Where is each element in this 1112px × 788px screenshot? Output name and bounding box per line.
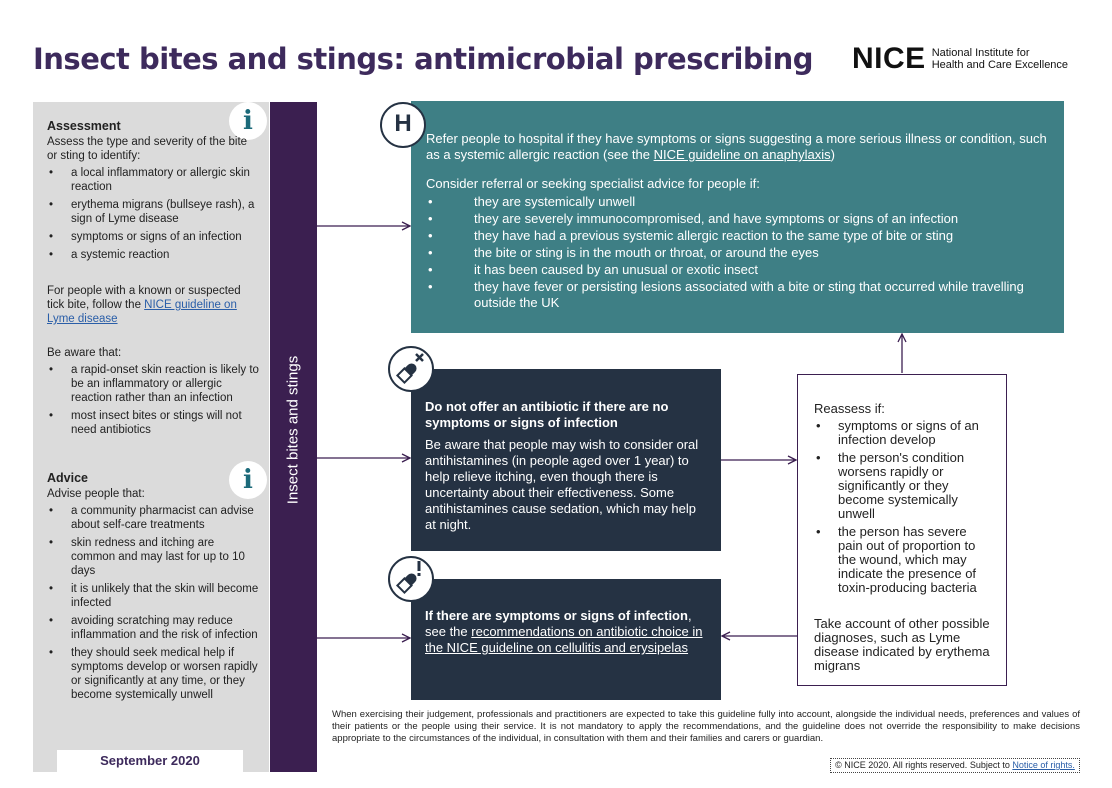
vertical-label: Insect bites and stings (284, 355, 302, 505)
nice-logo (852, 42, 1068, 76)
anaphylaxis-guideline-link[interactable]: NICE guideline on anaphylaxis (653, 147, 831, 162)
tick-bite-text: For people with a known or suspected tick bite, follow the (47, 285, 241, 311)
infection-box (411, 579, 721, 700)
reassess-intro: Reassess if: (814, 401, 885, 416)
info-icon: i (229, 461, 267, 499)
refer-end: ) (830, 147, 836, 162)
disclaimer-text: When exercising their judgement, professionals and practitioners are expected to take this guideline fully into account, alongside the individual needs, preferences and values of their patients or the people using their service. It is not mandatory to apply the recommendations, and the guideline does not override the responsibility to make decisions appropriate to the circumstances of the individual, in consultation with them and their families and carers or guardian. (332, 709, 1080, 744)
tick-bite-note (47, 284, 259, 326)
advice-intro: Advise people that: (47, 488, 145, 500)
consider-intro: Consider referral or seeking specialist advice for people if: (426, 176, 760, 191)
list-item: • the person has severe pain out of proportion to the wound, which may indicate the presence of toxin-producing bacteria (814, 525, 992, 595)
list-item: • a rapid-onset skin reaction is likely to be an inflammatory or allergic reaction rather than an infection (47, 363, 259, 405)
refer-text (426, 131, 1050, 163)
logo-subtitle (932, 47, 1068, 71)
aware-list (47, 363, 259, 437)
referral-criteria-list (426, 194, 1050, 311)
list-item: • symptoms or signs of an infection develop (814, 419, 992, 447)
list-item: • a community pharmacist can advise about self-care treatments (47, 504, 259, 532)
infection-text (425, 608, 707, 656)
list-item: • they are severely immunocompromised, and have symptoms or signs of an infection (426, 211, 1050, 227)
hospital-icon: H (380, 102, 426, 148)
sidebar (33, 102, 269, 772)
hospital-referral-box (411, 101, 1064, 333)
assessment-intro: Assess the type and severity of the bite or sting to identify: (47, 136, 248, 162)
no-antibiotic-icon (388, 346, 434, 392)
page-title: Insect bites and stings: antimicrobial prescribing (33, 42, 814, 76)
refer-body: Refer people to hospital if they have symptoms or signs suggesting a more serious illness or condition, such as a systemic allergic reaction (see the (426, 131, 1047, 162)
assessment-list (47, 166, 259, 262)
reassess-box (797, 374, 1007, 686)
advice-heading: Advice (47, 471, 88, 485)
assessment-heading: Assessment (47, 119, 121, 133)
info-icon: i (229, 102, 267, 140)
list-item: • skin redness and itching are common and may last for up to 10 days (47, 536, 259, 578)
list-item: • the bite or sting is in the mouth or throat, or around the eyes (426, 245, 1050, 261)
no-antibiotic-box (411, 369, 721, 551)
list-item: • avoiding scratching may reduce inflammation and the risk of infection (47, 614, 259, 642)
list-item: • a local inflammatory or allergic skin reaction (47, 166, 259, 194)
advice-list (47, 504, 259, 702)
list-item: • a systemic reaction (47, 248, 259, 262)
list-item: • they are systemically unwell (426, 194, 1050, 210)
list-item: • they have fever or persisting lesions associated with a bite or sting that occurred while travelling outside the UK (426, 279, 1050, 311)
reassess-list (814, 419, 992, 595)
logo-word: NICE (852, 42, 926, 75)
list-item: • erythema migrans (bullseye rash), a sign of Lyme disease (47, 198, 259, 226)
list-item: • it is unlikely that the skin will become infected (47, 582, 259, 610)
notice-of-rights-link[interactable]: Notice of rights. (1012, 760, 1075, 770)
logo-line-1: National Institute for (931, 47, 1030, 59)
list-item: • they have had a previous systemic allergic reaction to the same type of bite or sting (426, 228, 1050, 244)
logo-line-2: Health and Care Excellence (931, 59, 1069, 71)
aware-intro: Be aware that: (47, 347, 122, 359)
list-item: • the person's condition worsens rapidly or significantly or they become systemically unwell (814, 451, 992, 521)
infection-heading: If there are symptoms or signs of infection (425, 608, 688, 623)
list-item: • they should seek medical help if symptoms develop or worsen rapidly or significantly at any time, or they become systemically unwell (47, 646, 259, 702)
no-antibiotic-heading: Do not offer an antibiotic if there are no symptoms or signs of infection (425, 399, 669, 430)
cellulitis-guideline-link[interactable]: recommendations on antibiotic choice in the NICE guideline on cellulitis and erysipelas (425, 624, 703, 655)
copyright-notice (830, 758, 1080, 773)
no-antibiotic-body: Be aware that people may wish to consider oral antihistamines (in people aged over 1 year) to help relieve itching, even though there is uncertainty about their effectiveness. Some antihistamines cause sedation, which may help at night. (425, 437, 699, 532)
take-account-text: Take account of other possible diagnoses, such as Lyme disease indicated by erythema migrans (814, 616, 990, 673)
list-item: • it has been caused by an unusual or exotic insect (426, 262, 1050, 278)
lyme-guideline-link[interactable]: NICE guideline on Lyme disease (47, 299, 237, 325)
infection-connector: , see the (425, 608, 692, 639)
date-label: September 2020 (57, 750, 243, 772)
advice-section (47, 471, 259, 706)
copyright-text: © NICE 2020. All rights reserved. Subject to (835, 760, 1013, 770)
antibiotic-alert-icon (388, 556, 434, 602)
list-item: • symptoms or signs of an infection (47, 230, 259, 244)
list-item: • most insect bites or stings will not need antibiotics (47, 409, 259, 437)
assessment-section (47, 119, 259, 441)
